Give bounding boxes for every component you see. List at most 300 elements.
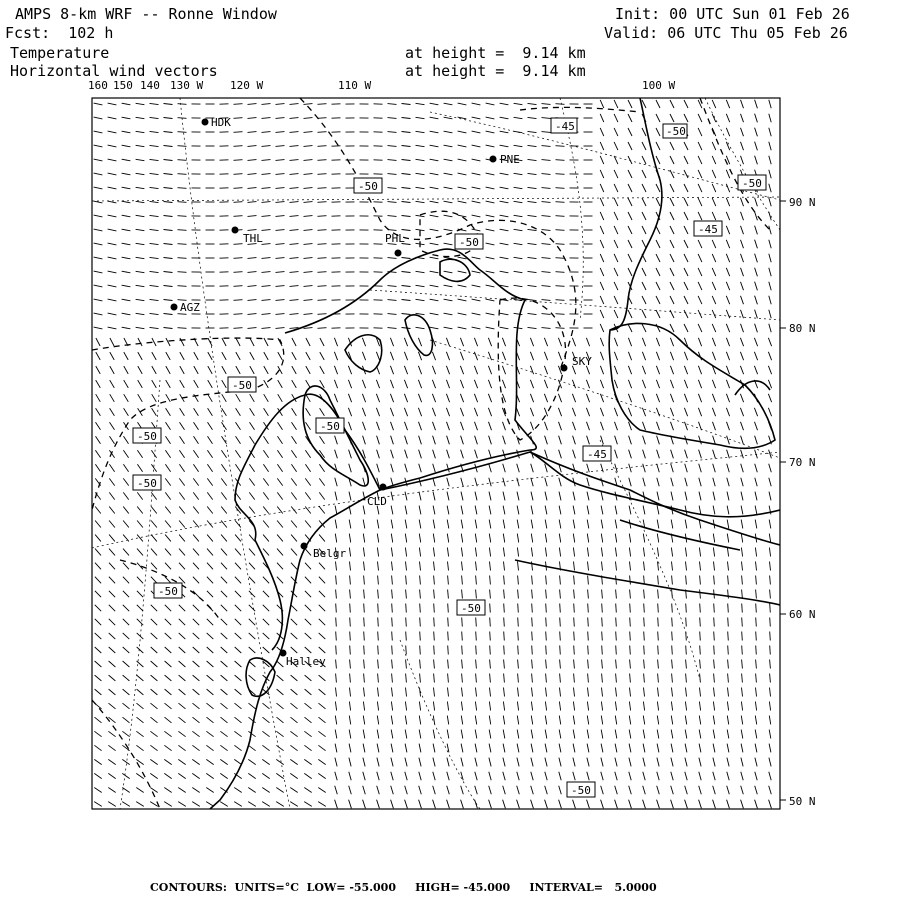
wind-vector — [150, 327, 159, 328]
wind-vector — [207, 478, 212, 485]
wind-vector — [391, 800, 394, 809]
wind-vector — [490, 660, 491, 669]
wind-vector — [531, 702, 532, 711]
wind-vector — [514, 257, 523, 258]
wind-vector — [109, 591, 115, 597]
wind-vector — [109, 661, 116, 667]
wind-vector — [164, 202, 173, 203]
wind-vector — [684, 100, 688, 108]
wind-vector — [363, 506, 365, 515]
wind-vector — [291, 464, 296, 471]
wind-vector — [179, 521, 185, 528]
wind-vector — [278, 436, 283, 443]
wind-vector — [178, 258, 187, 259]
wind-vector — [165, 464, 170, 471]
wind-vector — [754, 408, 757, 416]
wind-vector — [402, 160, 411, 161]
wind-vector — [460, 352, 463, 360]
wind-vector — [448, 604, 449, 613]
wind-vector — [461, 772, 463, 781]
wind-vector — [416, 299, 425, 300]
wind-vector — [712, 100, 716, 108]
wind-vector — [698, 254, 702, 262]
wind-vector — [391, 520, 393, 529]
wind-vector — [234, 258, 243, 259]
wind-vector — [642, 366, 645, 374]
wind-vector — [769, 142, 771, 151]
wind-vector — [644, 562, 645, 571]
lat-label: 70 N — [789, 456, 816, 469]
wind-vector — [447, 786, 450, 795]
wind-vector — [164, 258, 173, 259]
wind-vector — [545, 520, 547, 529]
wind-vector — [461, 478, 463, 487]
wind-vector — [768, 366, 771, 374]
wind-vector — [433, 716, 434, 725]
wind-vector — [388, 202, 397, 203]
wind-vector — [658, 646, 659, 655]
wind-vector — [516, 408, 519, 416]
wind-vector — [656, 184, 660, 192]
wind-vector — [657, 716, 658, 725]
wind-vector — [518, 646, 519, 655]
wind-vector — [531, 422, 534, 430]
wind-vector — [546, 604, 547, 613]
wind-vector — [559, 702, 560, 711]
wind-vector — [207, 689, 214, 695]
wind-vector — [94, 745, 101, 750]
wind-vector — [350, 562, 351, 571]
contour-label-box — [738, 175, 766, 190]
wind-vector — [517, 744, 519, 753]
wind-vector — [531, 758, 533, 767]
wind-vector — [756, 590, 757, 599]
wind-vector — [489, 436, 492, 445]
wind-vector — [377, 422, 380, 430]
wind-vector — [193, 633, 200, 639]
wind-vector — [405, 436, 408, 445]
station-label: Halley — [286, 655, 326, 668]
wind-vector — [349, 422, 352, 430]
wind-vector — [629, 744, 631, 753]
wind-vector — [444, 159, 453, 161]
wind-vector — [151, 535, 157, 542]
wind-vector — [616, 660, 617, 669]
wind-vector — [601, 506, 603, 515]
wind-vector — [178, 244, 187, 245]
wind-vector — [531, 520, 533, 529]
wind-vector — [179, 689, 186, 695]
wind-vector — [263, 717, 270, 723]
wind-vector — [769, 324, 771, 333]
wind-vector — [318, 230, 327, 231]
wind-vector — [587, 730, 589, 739]
wind-vector — [671, 716, 672, 725]
wind-vector — [628, 324, 632, 332]
wind-vector — [560, 674, 561, 683]
wind-vector — [685, 548, 686, 557]
contour-label-box — [583, 446, 611, 461]
wind-vector — [236, 408, 241, 416]
wind-vector — [630, 604, 631, 613]
wind-vector — [136, 327, 145, 328]
wind-vector — [304, 132, 313, 133]
wind-vector — [110, 422, 115, 430]
wind-vector — [109, 633, 116, 639]
wind-vector — [363, 716, 364, 725]
wind-vector — [587, 492, 589, 501]
wind-vector — [656, 226, 660, 234]
wind-vector — [530, 352, 533, 360]
wind-vector — [277, 492, 282, 499]
wind-vector — [573, 548, 574, 557]
wind-vector — [769, 730, 771, 739]
wind-vector — [503, 702, 504, 711]
wind-vector — [712, 324, 716, 332]
wind-vector — [656, 198, 660, 206]
wind-vector — [472, 271, 481, 273]
wind-vector — [164, 230, 173, 231]
station-label: HDK — [211, 116, 231, 129]
wind-vector — [150, 145, 159, 146]
wind-vector — [504, 688, 505, 697]
wind-vector — [657, 786, 660, 795]
wind-vector — [489, 758, 491, 767]
wind-vector — [586, 394, 589, 402]
wind-vector — [406, 632, 407, 641]
wind-vector — [110, 436, 115, 443]
wind-vector — [601, 702, 602, 711]
wind-vector — [262, 202, 271, 203]
wind-vector — [629, 436, 632, 445]
wind-vector — [419, 548, 420, 557]
wind-vector — [642, 156, 646, 164]
wind-vector — [461, 422, 464, 430]
wind-vector — [349, 744, 351, 753]
wind-vector — [136, 788, 143, 793]
wind-vector — [514, 313, 523, 314]
wind-vector — [304, 802, 312, 807]
wind-vector — [432, 394, 435, 402]
wind-vector — [528, 285, 537, 286]
wind-vector — [670, 240, 674, 248]
wind-vector — [138, 352, 142, 360]
wind-vector — [616, 674, 617, 683]
wind-vector — [221, 605, 227, 611]
wind-vector — [416, 131, 425, 132]
wind-vector — [503, 800, 506, 809]
wind-vector — [698, 324, 702, 332]
wind-vector — [642, 394, 645, 402]
wind-vector — [756, 646, 757, 655]
wind-vector — [109, 675, 116, 681]
wind-vector — [206, 745, 213, 750]
wind-vector — [574, 660, 575, 669]
wind-vector — [320, 338, 324, 346]
wind-vector — [388, 258, 397, 259]
wind-vector — [489, 744, 491, 753]
wind-vector — [615, 730, 617, 739]
wind-vector — [234, 314, 243, 315]
wind-vector — [741, 520, 743, 529]
wind-vector — [642, 226, 646, 234]
wind-vector — [643, 716, 644, 725]
wind-vector — [319, 563, 325, 570]
wind-vector — [390, 380, 393, 388]
wind-vector — [391, 786, 394, 795]
wind-vector — [671, 786, 674, 795]
wind-vector — [276, 745, 283, 750]
wind-vector — [406, 646, 407, 655]
wind-vector — [602, 590, 603, 599]
wind-vector — [221, 535, 227, 542]
wind-vector — [741, 786, 744, 795]
wind-vector — [684, 240, 688, 248]
wind-vector — [685, 450, 688, 459]
wind-vector — [319, 535, 325, 542]
wind-vector — [490, 604, 491, 613]
wind-vector — [700, 688, 701, 697]
wind-vector — [670, 184, 674, 192]
wind-vector — [614, 408, 617, 416]
wind-vector — [108, 327, 117, 329]
wind-vector — [642, 296, 646, 304]
wind-vector — [602, 660, 603, 669]
wind-vector — [514, 145, 523, 146]
wind-vector — [474, 380, 477, 388]
wind-vector — [518, 660, 519, 669]
wind-vector — [362, 352, 365, 360]
wind-vector — [587, 800, 590, 809]
wind-vector — [305, 464, 310, 471]
wind-vector — [377, 772, 379, 781]
wind-vector — [489, 450, 492, 459]
wind-vector — [461, 436, 464, 445]
wind-vector — [319, 619, 325, 625]
wind-vector — [531, 478, 533, 487]
wind-vector — [684, 184, 688, 192]
wind-vector — [628, 366, 631, 374]
wind-vector — [94, 788, 101, 793]
wind-vector — [559, 422, 562, 430]
svg-text:-50: -50 — [742, 177, 762, 190]
wind-vector — [644, 674, 645, 683]
wind-vector — [416, 103, 425, 104]
wind-vector — [164, 104, 173, 105]
wind-vector — [742, 688, 743, 697]
wind-vector — [489, 534, 490, 543]
wind-vector — [152, 408, 157, 416]
contour-legend: CONTOURS: UNITS=°C LOW= -55.000 HIGH= -45.000 INTERVAL= 5.0000 — [150, 881, 657, 894]
wind-vector — [151, 450, 156, 457]
wind-vector — [742, 660, 743, 669]
wind-vector — [713, 478, 715, 487]
wind-vector — [458, 117, 467, 119]
wind-vector — [769, 254, 771, 263]
wind-vector — [770, 688, 771, 697]
wind-vector — [770, 562, 771, 571]
wind-vector — [500, 173, 509, 175]
wind-vector — [164, 328, 173, 329]
wind-vector — [432, 366, 435, 374]
wind-vector — [500, 201, 509, 203]
wind-vector — [712, 408, 715, 416]
wind-vector — [643, 744, 645, 753]
wind-vector — [290, 300, 299, 301]
wind-vector — [573, 716, 574, 725]
wind-vector — [378, 632, 379, 641]
wind-vector — [150, 313, 159, 314]
wind-vector — [672, 562, 673, 571]
wind-vector — [490, 674, 491, 683]
wind-vector — [769, 800, 772, 809]
wind-vector — [658, 590, 659, 599]
wind-vector — [528, 201, 537, 202]
wind-vector — [657, 800, 660, 809]
wind-vector — [670, 142, 674, 150]
wind-vector — [615, 534, 616, 543]
wind-vector — [335, 786, 338, 795]
wind-vector — [643, 730, 645, 739]
wind-vector — [489, 492, 491, 501]
wind-vector — [94, 271, 103, 273]
wind-vector — [136, 229, 145, 230]
wind-vector — [488, 380, 491, 388]
wind-vector — [475, 548, 476, 557]
wind-vector — [290, 286, 299, 287]
wind-vectors — [94, 100, 772, 809]
wind-vector — [573, 492, 575, 501]
wind-vector — [276, 230, 285, 231]
wind-vector — [741, 758, 743, 767]
wind-vector — [235, 464, 240, 471]
wind-vector — [444, 201, 453, 203]
wind-vector — [448, 646, 449, 655]
wind-vector — [110, 338, 114, 346]
wind-vector — [531, 744, 533, 753]
wind-vector — [476, 674, 477, 683]
wind-vector — [405, 548, 406, 557]
wind-vector — [600, 380, 603, 388]
wind-vector — [741, 254, 744, 262]
wind-vector — [670, 212, 674, 220]
wind-vector — [420, 562, 421, 571]
wind-vector — [728, 660, 729, 669]
wind-vector — [137, 605, 143, 611]
wind-vector — [528, 243, 537, 244]
wind-vector — [305, 675, 312, 681]
wind-vector — [108, 802, 116, 807]
wind-vector — [377, 702, 378, 711]
wind-vector — [433, 772, 435, 781]
wind-vector — [727, 800, 730, 809]
svg-text:-50: -50 — [232, 379, 252, 392]
wind-vector — [727, 772, 729, 781]
wind-vector — [122, 773, 129, 778]
wind-vector — [263, 521, 269, 528]
wind-vector — [672, 604, 673, 613]
wind-vector — [728, 688, 729, 697]
wind-vector — [377, 716, 378, 725]
wind-vector — [193, 492, 198, 499]
wind-vector — [136, 313, 145, 314]
wind-vector — [741, 716, 742, 725]
wind-vector — [504, 632, 505, 641]
wind-vector — [349, 716, 350, 725]
wind-vector — [250, 394, 255, 402]
wind-vector — [517, 758, 519, 767]
wind-vector — [488, 394, 491, 402]
wind-vector — [448, 674, 449, 683]
wind-vector — [446, 394, 449, 402]
wind-vector — [165, 605, 171, 611]
wind-vector — [405, 730, 407, 739]
wind-vector — [378, 646, 379, 655]
wind-vector — [740, 352, 743, 360]
wind-vector — [291, 478, 296, 485]
wind-vector — [235, 703, 242, 709]
wind-vector — [741, 800, 744, 809]
wind-vector — [165, 521, 171, 528]
wind-vector — [514, 271, 523, 272]
wind-vector — [392, 674, 393, 683]
wind-vector — [628, 240, 632, 248]
wind-vector — [644, 590, 645, 599]
wind-vector — [699, 506, 701, 515]
wind-vector — [109, 647, 116, 653]
wind-vector — [207, 647, 214, 653]
wind-vector — [123, 492, 128, 499]
wind-vector — [531, 786, 534, 795]
wind-vector — [430, 145, 439, 147]
wind-vector — [475, 716, 476, 725]
wind-vector — [698, 184, 702, 192]
wind-vector — [349, 450, 352, 459]
wind-vector — [658, 674, 659, 683]
wind-vector — [517, 492, 519, 501]
wind-vector — [335, 506, 337, 515]
wind-vector — [755, 114, 758, 123]
wind-vector — [110, 394, 115, 402]
wind-vector — [587, 772, 589, 781]
wind-vector — [109, 703, 116, 709]
wind-vector — [448, 576, 449, 585]
svg-text:-50: -50 — [320, 420, 340, 433]
wind-vector — [277, 689, 284, 695]
wind-vector — [514, 187, 523, 188]
wind-vector — [378, 660, 379, 669]
wind-vector — [292, 352, 296, 360]
wind-vector — [628, 212, 632, 220]
wind-vector — [656, 380, 659, 388]
wind-vector — [108, 229, 117, 231]
wind-vector — [755, 156, 758, 165]
wind-vector — [699, 716, 700, 725]
wind-vector — [136, 103, 145, 104]
wind-vector — [138, 394, 143, 402]
wind-vector — [432, 352, 435, 360]
wind-vector — [573, 422, 576, 430]
wind-vector — [670, 114, 674, 122]
wind-vector — [770, 590, 771, 599]
station-dot — [561, 365, 568, 372]
wind-vector — [390, 408, 393, 416]
wind-vector — [755, 492, 757, 501]
wind-vector — [472, 285, 481, 287]
wind-vector — [614, 198, 618, 206]
wind-vector — [528, 271, 537, 272]
wind-vector — [699, 436, 702, 445]
